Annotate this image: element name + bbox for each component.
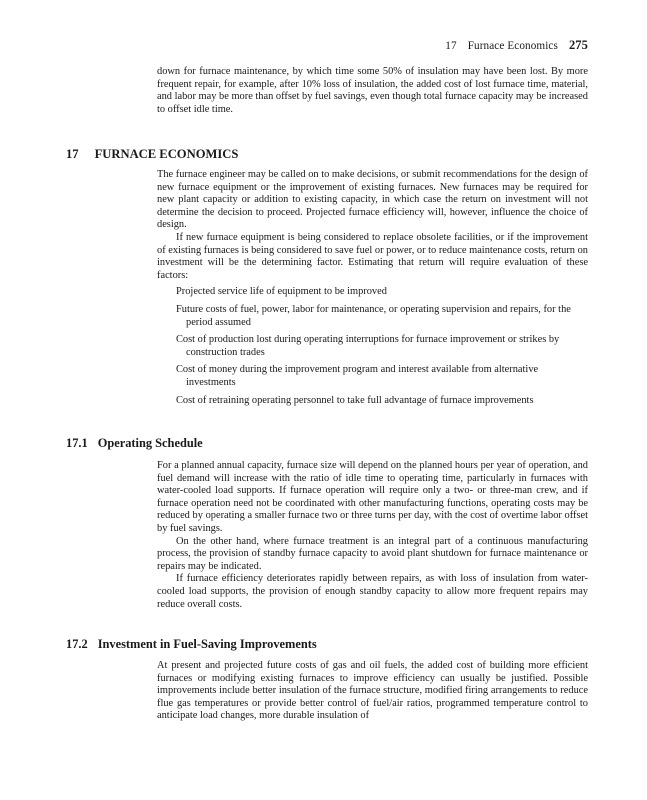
section-number: 17.1 xyxy=(66,436,88,450)
section-17-2-body xyxy=(157,660,588,723)
header-chapter-title: Furnace Economics xyxy=(467,40,558,52)
intro-paragraph: down for furnace maintenance, by which time some 50% of insulation may have been lost. By more frequent repair, for example, after 10% loss of insulation, the added cost of lost furnace time, material, and labor may be more than offset by fuel savings, even though total furnace capacity may be increased to offset idle time. xyxy=(157,66,588,115)
running-header xyxy=(445,38,588,53)
paragraph: For a planned annual capacity, furnace size will depend on the planned hours per year of operation, and fuel demand will increase with the ratio of idle time to operating time, particularly in furnaces with water-cooled load supports. If furnace operation will require only a two- or three-man crew, and if furnace operation need not be coordinated with other manufacturing functions, operating costs may be reduced by operating a smaller furnace two or three turns per day, with the cost of overtime labor offset by fuel savings. xyxy=(157,460,588,534)
section-title: Operating Schedule xyxy=(97,436,203,450)
section-17-body xyxy=(157,169,588,412)
header-page-number: 275 xyxy=(568,38,588,52)
section-heading-17-2 xyxy=(66,637,317,652)
paragraph: The furnace engineer may be called on to make decisions, or submit recommendations for the design of new furnace equipment or the improvement of existing furnaces. New furnaces may be required for new plant capacity or addition to existing capacity, in which case the return on investment will not determine the decision to proceed. Projected furnace efficiency will, however, influence the choice of design. xyxy=(157,169,588,231)
list-item: Projected service life of equipment to be improved xyxy=(176,286,387,298)
factor-list xyxy=(157,286,588,407)
section-17-1-body xyxy=(157,460,588,611)
section-title: FURNACE ECONOMICS xyxy=(94,147,239,161)
section-title: Investment in Fuel-Saving Improvements xyxy=(97,637,317,651)
paragraph: If new furnace equipment is being considered to replace obsolete facilities, or if the improvement of existing furnaces is being considered to save fuel or power, or to reduce maintenance costs, return on investment will be the determining factor. Estimating that return will require evaluation of these factors: xyxy=(157,231,588,281)
paragraph: At present and projected future costs of gas and oil fuels, the added cost of building more efficient furnaces or modifying existing furnaces to improve efficiency can usually be justified. Possible improvements include better insulation of the furnace structure, modified firing arrangements to reduce flue gas temperatures or provide better control of fuel/air ratios, programmed temperature control to anticipate load changes, more durable insulation of xyxy=(157,660,588,722)
list-item: Cost of retraining operating personnel to take full advantage of furnace improvements xyxy=(176,394,534,406)
paragraph: On the other hand, where furnace treatment is an integral part of a continuous manufacturing process, the provision of standby furnace capacity to avoid plant shutdown for furnace maintenance or repairs may be indicated. xyxy=(157,535,588,572)
section-number: 17.2 xyxy=(66,637,88,651)
section-heading-17-1 xyxy=(66,436,203,451)
list-item: Future costs of fuel, power, labor for maintenance, or operating supervision and repairs, for the period assumed xyxy=(176,303,571,328)
intro-text xyxy=(157,66,588,116)
section-heading-17 xyxy=(66,147,238,162)
paragraph: If furnace efficiency deteriorates rapidly between repairs, as with loss of insulation from water-cooled load supports, the provision of enough standby capacity to allow more frequent repairs may reduce overall costs. xyxy=(157,573,588,610)
header-chapter-number: 17 xyxy=(445,40,457,52)
section-number: 17 xyxy=(66,147,79,161)
list-item: Cost of money during the improvement program and interest available from alternative investments xyxy=(176,364,539,388)
list-item: Cost of production lost during operating interruptions for furnace improvement or strikes by construction trades xyxy=(176,334,560,358)
